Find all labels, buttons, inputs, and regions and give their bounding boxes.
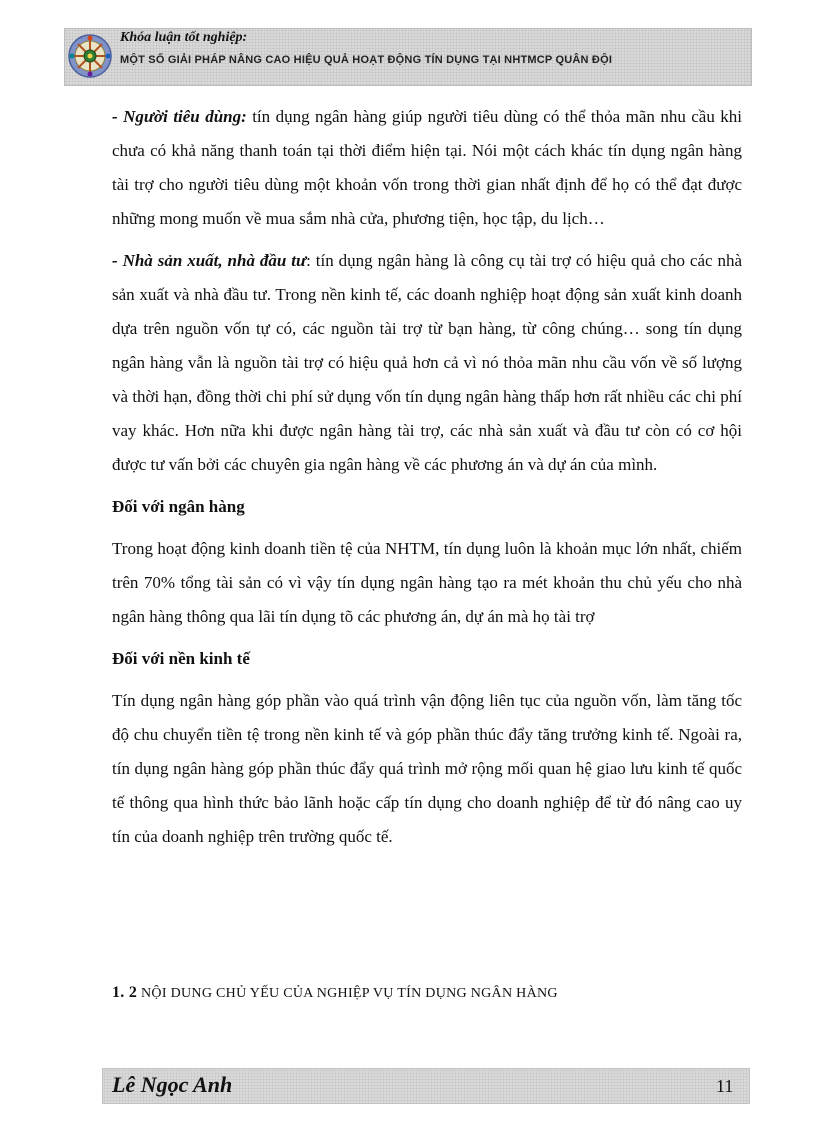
paragraph-producer	[112, 244, 742, 482]
paragraph-consumer	[112, 100, 742, 236]
header-title: Khóa luận tốt nghiệp:	[120, 30, 248, 45]
paragraph-text: tín dụng ngân hàng giúp người tiêu dùng có thể thỏa mãn nhu cầu khi chưa có khả năng thanh toán tại thời điểm hiện tại. Nói một cách khác tín dụng ngân hàng tài trợ cho người tiêu dùng một khoản vốn trong thời gian nhất định để họ có thể đạt được những mong muốn về mua sắm nhà cửa, phương tiện, học tập, du lịch…	[112, 107, 742, 228]
paragraph-text: : tín dụng ngân hàng là công cụ tài trợ có hiệu quả cho các nhà sản xuất và nhà đầu tư. Trong nền kinh tế, các doanh nghiệp hoạt động sản xuất kinh doanh dựa trên nguồn vốn tự có, các nguồn tài trợ từ bạn hàng, từ công chúng… song tín dụng ngân hàng vẫn là nguồn tài trợ có hiệu quả hơn cả vì nó thỏa mãn nhu cầu vốn về số lượng và thời hạn, đồng thời chi phí sử dụng vốn tín dụng ngân hàng thấp hơn rất nhiều các chi phí vay khác. Hơn nữa khi được ngân hàng tài trợ, các nhà sản xuất và đầu tư còn có cơ hội được tư vấn bởi các chuyên gia ngân hàng về các phương án và dự án của mình.	[112, 251, 742, 474]
header-subtitle: MỘT SỐ GIẢI PHÁP NÂNG CAO HIỆU QUẢ HOẠT ĐỘNG TÍN DỤNG TẠI NHTMCP QUÂN ĐỘI	[120, 54, 613, 66]
page-number: 11	[716, 1076, 734, 1096]
section-heading	[112, 984, 558, 1002]
section-number: 1. 2	[112, 984, 138, 1001]
paragraph-economy: Tín dụng ngân hàng góp phần vào quá trình vận động liên tục của nguồn vốn, làm tăng tốc độ chu chuyển tiền tệ trong nền kinh tế và góp phần thúc đẩy tăng trưởng kinh tế. Ngoài ra, tín dụng ngân hàng góp phần thúc đẩy quá trình mở rộng mối quan hệ giao lưu kinh tế quốc tế thông qua hình thức bảo lãnh hoặc cấp tín dụng cho doanh nghiệp để từ đó nâng cao uy tín của doanh nghiệp trên trường quốc tế.	[112, 691, 742, 846]
heading-bank: Đối với ngân hàng	[112, 497, 245, 516]
wheel-logo-icon	[66, 30, 114, 82]
paragraph-lead: - Người tiêu dùng:	[112, 107, 247, 126]
paragraph-lead: - Nhà sản xuất, nhà đầu tư	[112, 251, 307, 270]
footer-author: Lê Ngọc Anh	[112, 1072, 233, 1097]
section-title: NỘI DUNG CHỦ YẾU CỦA NGHIỆP VỤ TÍN DỤNG NGÂN HÀNG	[141, 986, 558, 1001]
paragraph-bank: Trong hoạt động kinh doanh tiền tệ của NHTM, tín dụng luôn là khoản mục lớn nhất, chiếm trên 70% tổng tài sản có vì vậy tín dụng ngân hàng tạo ra mét khoản thu chủ yếu cho nhà ngân hàng thông qua lãi tín dụng tõ các phương án, dự án mà họ tài trợ	[112, 539, 742, 626]
heading-economy: Đối với nền kinh tế	[112, 649, 250, 668]
document-body	[112, 100, 742, 854]
